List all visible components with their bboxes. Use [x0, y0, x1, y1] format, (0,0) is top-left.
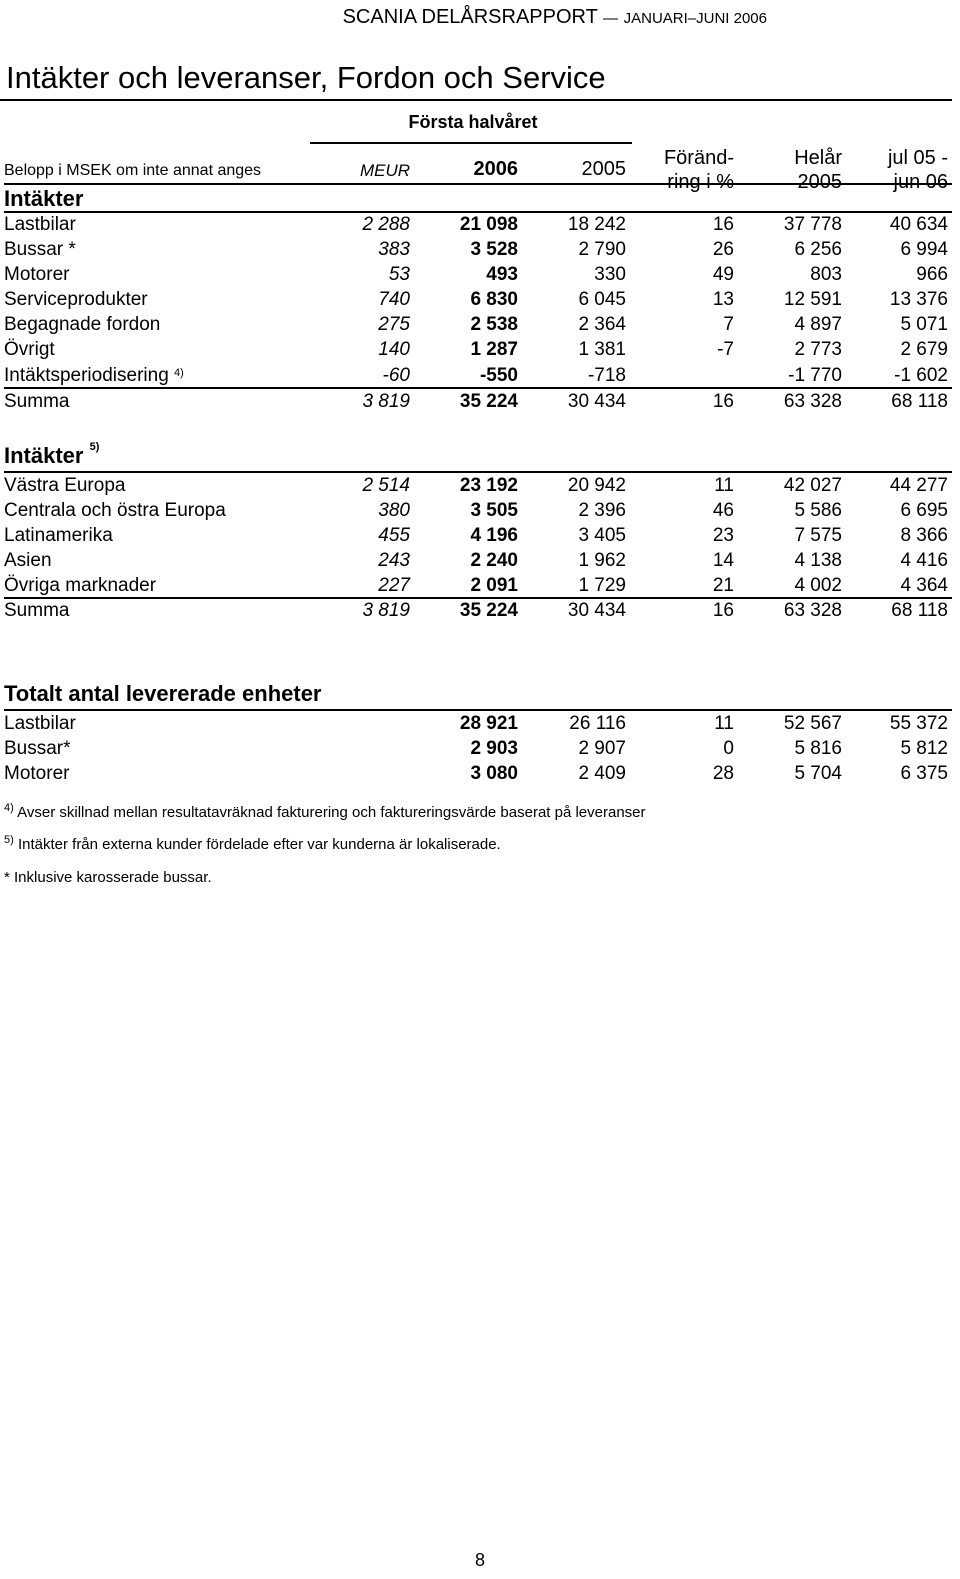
section-title-revenue: Intäkter	[4, 186, 84, 211]
title-rule	[0, 99, 952, 101]
cell-meur: 740	[378, 289, 410, 310]
cell-2005: 2 907	[578, 738, 626, 759]
cell-change: -7	[717, 339, 734, 360]
cell-2006: 2 091	[470, 575, 518, 596]
table-row	[4, 573, 952, 598]
cell-change: 13	[712, 289, 734, 310]
cell-meur: 3 819	[362, 391, 410, 412]
cell-meur: 275	[378, 314, 410, 335]
table-row	[4, 312, 952, 337]
cell-rolling: 8 366	[900, 525, 948, 546]
cell-full-year: 2 773	[794, 339, 842, 360]
total-row	[4, 598, 952, 623]
cell-2006: 6 830	[470, 289, 518, 310]
column-group-rule	[310, 142, 632, 144]
row-label: Västra Europa	[4, 475, 126, 496]
cell-full-year: 4 897	[794, 314, 842, 335]
table-row	[4, 761, 952, 786]
footnote	[4, 804, 646, 821]
footnote-ref: 5)	[89, 441, 100, 453]
cell-meur: 227	[378, 575, 410, 596]
col-head-full-year-line2: 2005	[797, 171, 842, 193]
row-label: Bussar*	[4, 738, 71, 759]
header-dash: —	[603, 10, 619, 27]
col-head-change	[664, 146, 734, 194]
table-row	[4, 523, 952, 548]
page-number: 8	[474, 1550, 485, 1570]
table-row	[4, 711, 952, 736]
cell-change: 16	[712, 600, 734, 621]
cell-rolling: 4 364	[900, 575, 948, 596]
table-row	[4, 736, 952, 761]
cell-2006: 3 080	[470, 763, 518, 784]
cell-full-year: 5 586	[794, 500, 842, 521]
cell-2006: 3 505	[470, 500, 518, 521]
section-title-revenue-by-region	[4, 443, 99, 469]
cell-change: 23	[712, 525, 734, 546]
header-period: JANUARI–JUNI 2006	[623, 10, 767, 27]
col-head-2006: 2006	[473, 158, 518, 180]
cell-meur: 53	[388, 264, 410, 285]
cell-2005: 26 116	[569, 713, 626, 734]
column-group-first-half: Första halvåret	[408, 112, 538, 132]
cell-change: 21	[712, 575, 734, 596]
cell-full-year: 63 328	[783, 600, 842, 621]
footnote-text: * Inklusive karosserade bussar.	[4, 869, 212, 886]
row-label: Latinamerika	[4, 525, 113, 546]
cell-rolling: 68 118	[891, 391, 948, 412]
footnote	[4, 869, 212, 886]
cell-rolling: -1 602	[894, 365, 948, 386]
row-label-text: Intäktsperiodisering	[4, 365, 169, 386]
cell-2005: 1 381	[578, 339, 626, 360]
table-row	[4, 363, 952, 388]
row-label: Centrala och östra Europa	[4, 500, 226, 521]
col-head-change-line1: Föränd-	[663, 147, 734, 169]
cell-rolling: 4 416	[900, 550, 948, 571]
cell-2005: 2 790	[578, 239, 626, 260]
cell-rolling: 5 812	[900, 738, 948, 759]
cell-2005: 30 434	[567, 391, 626, 412]
cell-change: 46	[712, 500, 734, 521]
cell-change: 26	[712, 239, 734, 260]
cell-meur: 3 819	[362, 600, 410, 621]
cell-full-year: 4 138	[794, 550, 842, 571]
revenue-table	[4, 112, 952, 802]
row-label: Lastbilar	[4, 713, 76, 734]
cell-2006: 1 287	[470, 339, 518, 360]
cell-change: 11	[714, 475, 734, 496]
cell-meur: 455	[378, 525, 410, 546]
table-row	[4, 287, 952, 312]
table-row	[4, 237, 952, 262]
table-row	[4, 337, 952, 362]
cell-change: 0	[723, 738, 734, 759]
cell-meur: 380	[378, 500, 410, 521]
cell-meur: 2 514	[362, 475, 410, 496]
col-head-full-year-line1: Helår	[794, 147, 842, 169]
cell-2006: -550	[479, 365, 518, 386]
cell-2006: 2 240	[470, 550, 518, 571]
col-head-change-line2: ring i %	[667, 171, 734, 193]
cell-2006: 21 098	[459, 214, 518, 235]
cell-rolling: 6 375	[900, 763, 948, 784]
unit-note: Belopp i MSEK om inte annat anges	[4, 162, 262, 179]
table-row	[4, 473, 952, 498]
header-rule	[4, 183, 952, 185]
row-label: Summa	[4, 600, 70, 621]
cell-full-year: 42 027	[783, 475, 842, 496]
cell-rolling: 13 376	[889, 289, 948, 310]
cell-meur: 243	[378, 550, 410, 571]
row-label: Serviceprodukter	[4, 289, 148, 310]
cell-full-year: 6 256	[794, 239, 842, 260]
header-company: SCANIA DELÅRSRAPPORT	[342, 6, 598, 28]
cell-full-year: 5 704	[794, 763, 842, 784]
row-label: Asien	[4, 550, 52, 571]
cell-meur: -60	[382, 365, 410, 386]
cell-rolling: 2 679	[900, 339, 948, 360]
cell-full-year: 37 778	[783, 214, 842, 235]
cell-rolling: 44 277	[889, 475, 948, 496]
cell-2005: 330	[594, 264, 626, 285]
page-title: Intäkter och leveranser, Fordon och Service	[6, 60, 606, 95]
footnote-ref: 4)	[174, 367, 184, 379]
cell-change: 14	[712, 550, 734, 571]
cell-2005: 20 942	[567, 475, 626, 496]
footnote-mark: 4)	[4, 802, 14, 814]
cell-2005: 2 409	[578, 763, 626, 784]
cell-2005: 2 396	[578, 500, 626, 521]
cell-full-year: 52 567	[783, 713, 842, 734]
cell-change: 16	[712, 391, 734, 412]
col-head-rolling	[888, 146, 948, 194]
cell-full-year: 7 575	[794, 525, 842, 546]
table-row	[4, 212, 952, 237]
cell-full-year: 803	[810, 264, 842, 285]
cell-full-year: -1 770	[788, 365, 842, 386]
cell-2005: 2 364	[578, 314, 626, 335]
col-head-rolling-line2: jun 06	[893, 171, 948, 193]
col-head-rolling-line1: jul 05 -	[887, 147, 948, 169]
row-label: Motorer	[4, 763, 70, 784]
col-head-2005: 2005	[581, 158, 626, 180]
cell-meur: 2 288	[362, 214, 410, 235]
cell-rolling: 55 372	[889, 713, 948, 734]
cell-2005: 18 242	[567, 214, 626, 235]
cell-2006: 35 224	[459, 391, 518, 412]
cell-2006: 4 196	[470, 525, 518, 546]
table-row	[4, 498, 952, 523]
row-label: Övrigt	[4, 339, 55, 360]
row-label: Övriga marknader	[4, 575, 157, 596]
section-title-text: Intäkter	[4, 443, 84, 468]
cell-full-year: 63 328	[783, 391, 842, 412]
cell-full-year: 5 816	[794, 738, 842, 759]
cell-change: 7	[723, 314, 734, 335]
row-label	[4, 363, 184, 388]
cell-2006: 23 192	[459, 475, 518, 496]
cell-change: 28	[712, 763, 734, 784]
col-head-full-year	[794, 146, 842, 194]
cell-rolling: 5 071	[900, 314, 948, 335]
cell-rolling: 966	[916, 264, 948, 285]
row-label: Lastbilar	[4, 214, 76, 235]
cell-2005: 6 045	[578, 289, 626, 310]
cell-change: 49	[712, 264, 734, 285]
cell-full-year: 4 002	[794, 575, 842, 596]
cell-2006: 493	[486, 264, 518, 285]
total-row	[4, 389, 952, 414]
cell-2005: 1 962	[578, 550, 626, 571]
footnote-text: Avser skillnad mellan resultatavräknad fakturering och faktureringsvärde baserat på leveranser	[17, 804, 646, 821]
cell-2005: 30 434	[567, 600, 626, 621]
cell-2006: 28 921	[459, 713, 518, 734]
row-label: Summa	[4, 391, 70, 412]
cell-change: 16	[712, 214, 734, 235]
table-row	[4, 548, 952, 573]
cell-2006: 2 903	[470, 738, 518, 759]
col-head-meur: MEUR	[359, 161, 410, 180]
cell-2005: -718	[587, 365, 626, 386]
cell-2005: 3 405	[578, 525, 626, 546]
cell-rolling: 6 994	[900, 239, 948, 260]
cell-rolling: 40 634	[889, 214, 948, 235]
table-row	[4, 262, 952, 287]
cell-2006: 35 224	[459, 600, 518, 621]
section-title-delivered-units: Totalt antal levererade enheter	[4, 681, 322, 706]
row-label: Begagnade fordon	[4, 314, 161, 335]
cell-meur: 140	[378, 339, 410, 360]
footnote	[4, 836, 501, 853]
row-label: Bussar *	[4, 239, 76, 260]
row-label: Motorer	[4, 264, 70, 285]
cell-full-year: 12 591	[783, 289, 842, 310]
footnote-mark: 5)	[4, 834, 14, 846]
running-header	[343, 6, 767, 29]
cell-2006: 2 538	[470, 314, 518, 335]
cell-rolling: 68 118	[891, 600, 948, 621]
cell-2006: 3 528	[470, 239, 518, 260]
cell-meur: 383	[378, 239, 410, 260]
cell-change: 11	[714, 713, 734, 734]
cell-rolling: 6 695	[900, 500, 948, 521]
footnote-text: Intäkter från externa kunder fördelade efter var kunderna är lokaliserade.	[17, 836, 501, 853]
cell-2005: 1 729	[578, 575, 626, 596]
